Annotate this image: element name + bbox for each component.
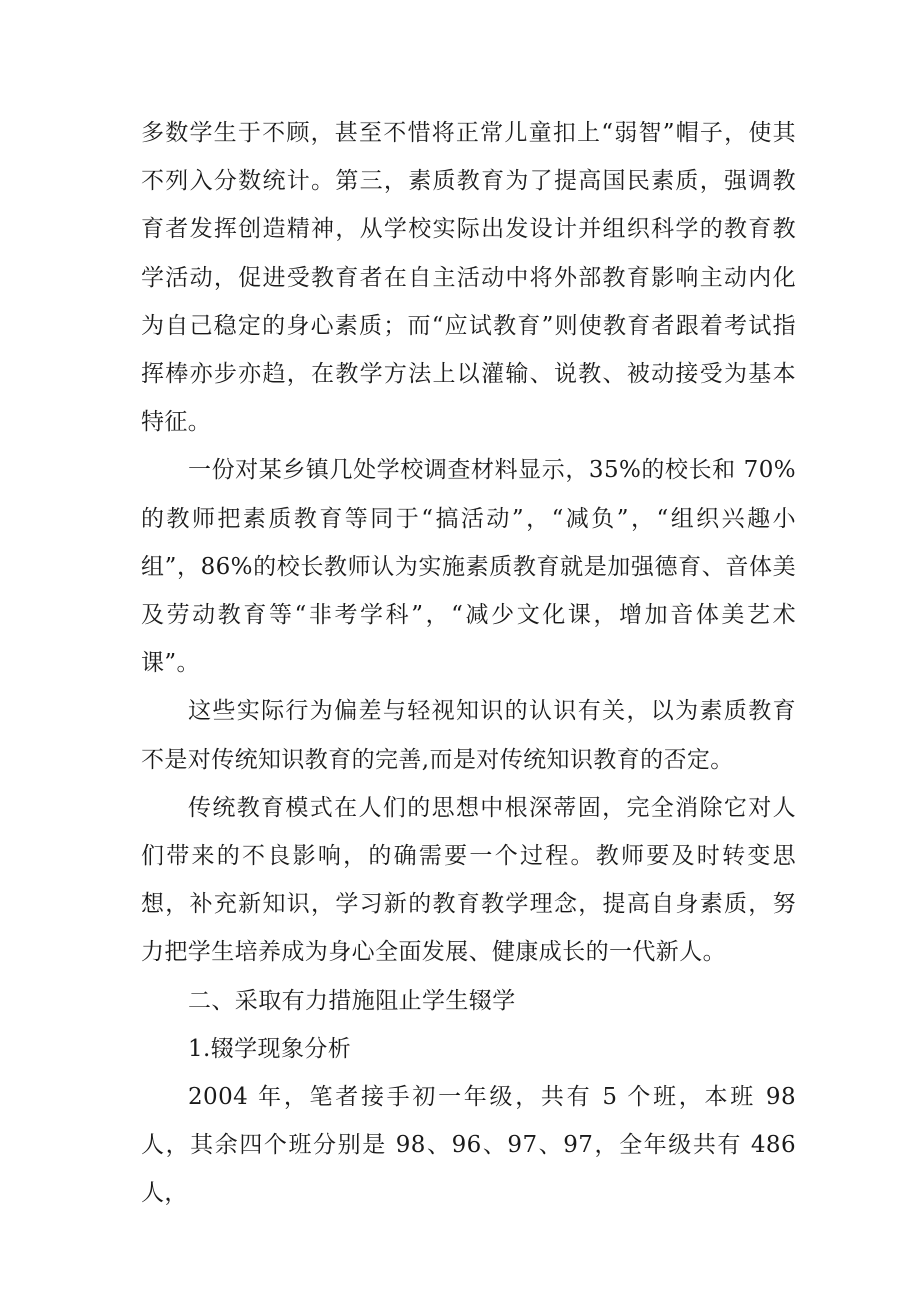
document-body	[141, 109, 796, 1218]
paragraph-continuation: 多数学生于不顾，甚至不惜将正常儿童扣上“弱智”帽子，使其不列入分数统计。第三，素质教育为了提高国民素质，强调教育者发挥创造精神，从学校实际出发设计并组织科学的教育教学活动，促进受教育者在自主活动中将外部教育影响主动内化为自己稳定的身心素质；而“应试教育”则使教育者跟着考试指挥棒亦步亦趋，在教学方法上以灌输、说教、被动接受为基本特征。	[141, 120, 796, 436]
subsection-heading: 1.辍学现象分析	[188, 1035, 352, 1062]
paragraph-deviation: 这些实际行为偏差与轻视知识的认识有关，以为素质教育不是对传统知识教育的完善,而是对传统知识教育的否定。	[141, 698, 796, 773]
paragraph-traditional-model: 传统教育模式在人们的思想中根深蒂固，完全消除它对人们带来的不良影响，的确需要一个过程。教师要及时转变思想，补充新知识，学习新的教育教学理念，提高自身素质，努力把学生培养成为身心全面发展、健康成长的一代新人。	[141, 794, 796, 966]
section-heading: 二、采取有力措施阻止学生辍学	[188, 987, 516, 1014]
paragraph-statistics: 2004 年，笔者接手初一年级，共有 5 个班，本班 98 人，其余四个班分别是 98、96、97、97，全年级共有 486 人，	[141, 1084, 796, 1207]
paragraph-survey: 一份对某乡镇几处学校调查材料显示，35%的校长和 70%的教师把素质教育等同于“搞活动”，“减负”，“组织兴趣小组”，86%的校长教师认为实施素质教育就是加强德育、音体美及劳动教育等“非考学科”，“减少文化课，增加音体美艺术课”。	[141, 457, 796, 677]
